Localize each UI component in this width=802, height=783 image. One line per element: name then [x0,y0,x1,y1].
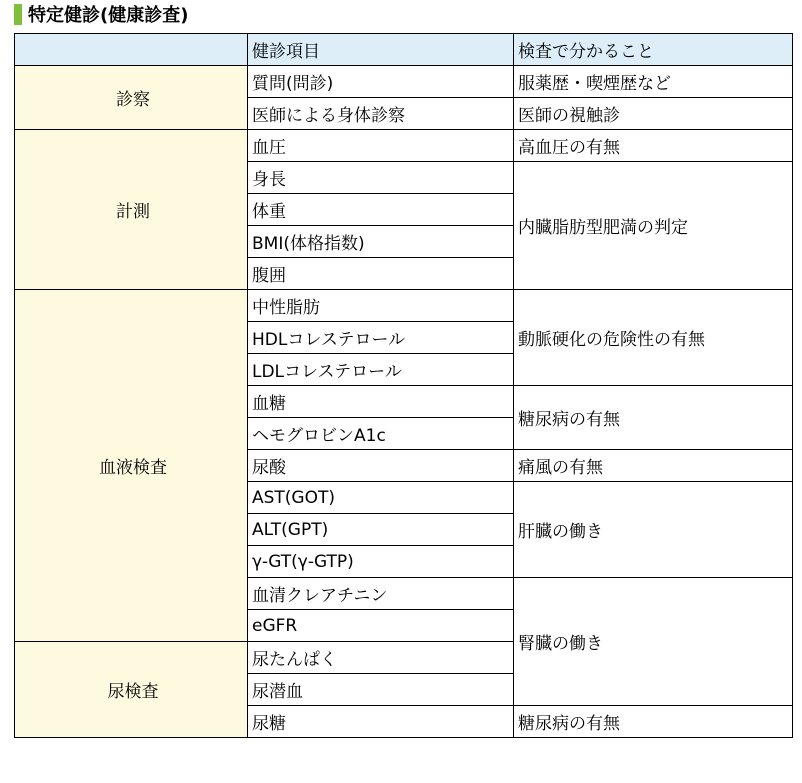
finding-cell: 痛風の有無 [514,450,793,482]
item-cell: γ-GT(γ-GTP) [248,546,514,578]
table-row [15,290,793,322]
table-row [15,66,793,98]
item-cell: 腹囲 [248,258,514,290]
finding-cell: 糖尿病の有無 [514,386,793,450]
item-cell: 尿たんぱく [248,642,514,674]
item-cell: ヘモグロビンA1c [248,418,514,450]
item-cell: ALT(GPT) [248,514,514,546]
item-cell: BMI(体格指数) [248,226,514,258]
item-cell: 身長 [248,162,514,194]
item-cell: 質問(問診) [248,66,514,98]
item-cell: 尿潜血 [248,674,514,706]
item-cell: 尿酸 [248,450,514,482]
item-cell: LDLコレステロール [248,354,514,386]
item-cell: 尿糖 [248,706,514,738]
item-cell: AST(GOT) [248,482,514,514]
item-cell: 血清クレアチニン [248,578,514,610]
header-category [15,34,248,66]
header-item: 健診項目 [248,34,514,66]
finding-cell: 腎臓の働き [514,578,793,706]
page-title: 特定健診(健康診査) [28,5,189,26]
category-cell: 血液検査 [15,290,248,642]
page-title-row [14,0,188,28]
item-cell: 医師による身体診察 [248,98,514,130]
table-header-row [15,34,793,66]
category-cell: 尿検査 [15,642,248,738]
item-cell: 体重 [248,194,514,226]
table-row [15,130,793,162]
finding-cell: 服薬歴・喫煙歴など [514,66,793,98]
finding-cell: 動脈硬化の危険性の有無 [514,290,793,386]
finding-cell: 内臓脂肪型肥満の判定 [514,162,793,290]
finding-cell: 糖尿病の有無 [514,706,793,738]
item-cell: 血糖 [248,386,514,418]
title-marker [14,4,22,25]
header-finding: 検査で分かること [514,34,793,66]
item-cell: HDLコレステロール [248,322,514,354]
item-cell: eGFR [248,610,514,642]
category-cell: 診察 [15,66,248,130]
finding-cell: 肝臓の働き [514,482,793,578]
finding-cell: 医師の視触診 [514,98,793,130]
category-cell: 計測 [15,130,248,290]
checkup-table [14,33,793,738]
item-cell: 血圧 [248,130,514,162]
finding-cell: 高血圧の有無 [514,130,793,162]
item-cell: 中性脂肪 [248,290,514,322]
